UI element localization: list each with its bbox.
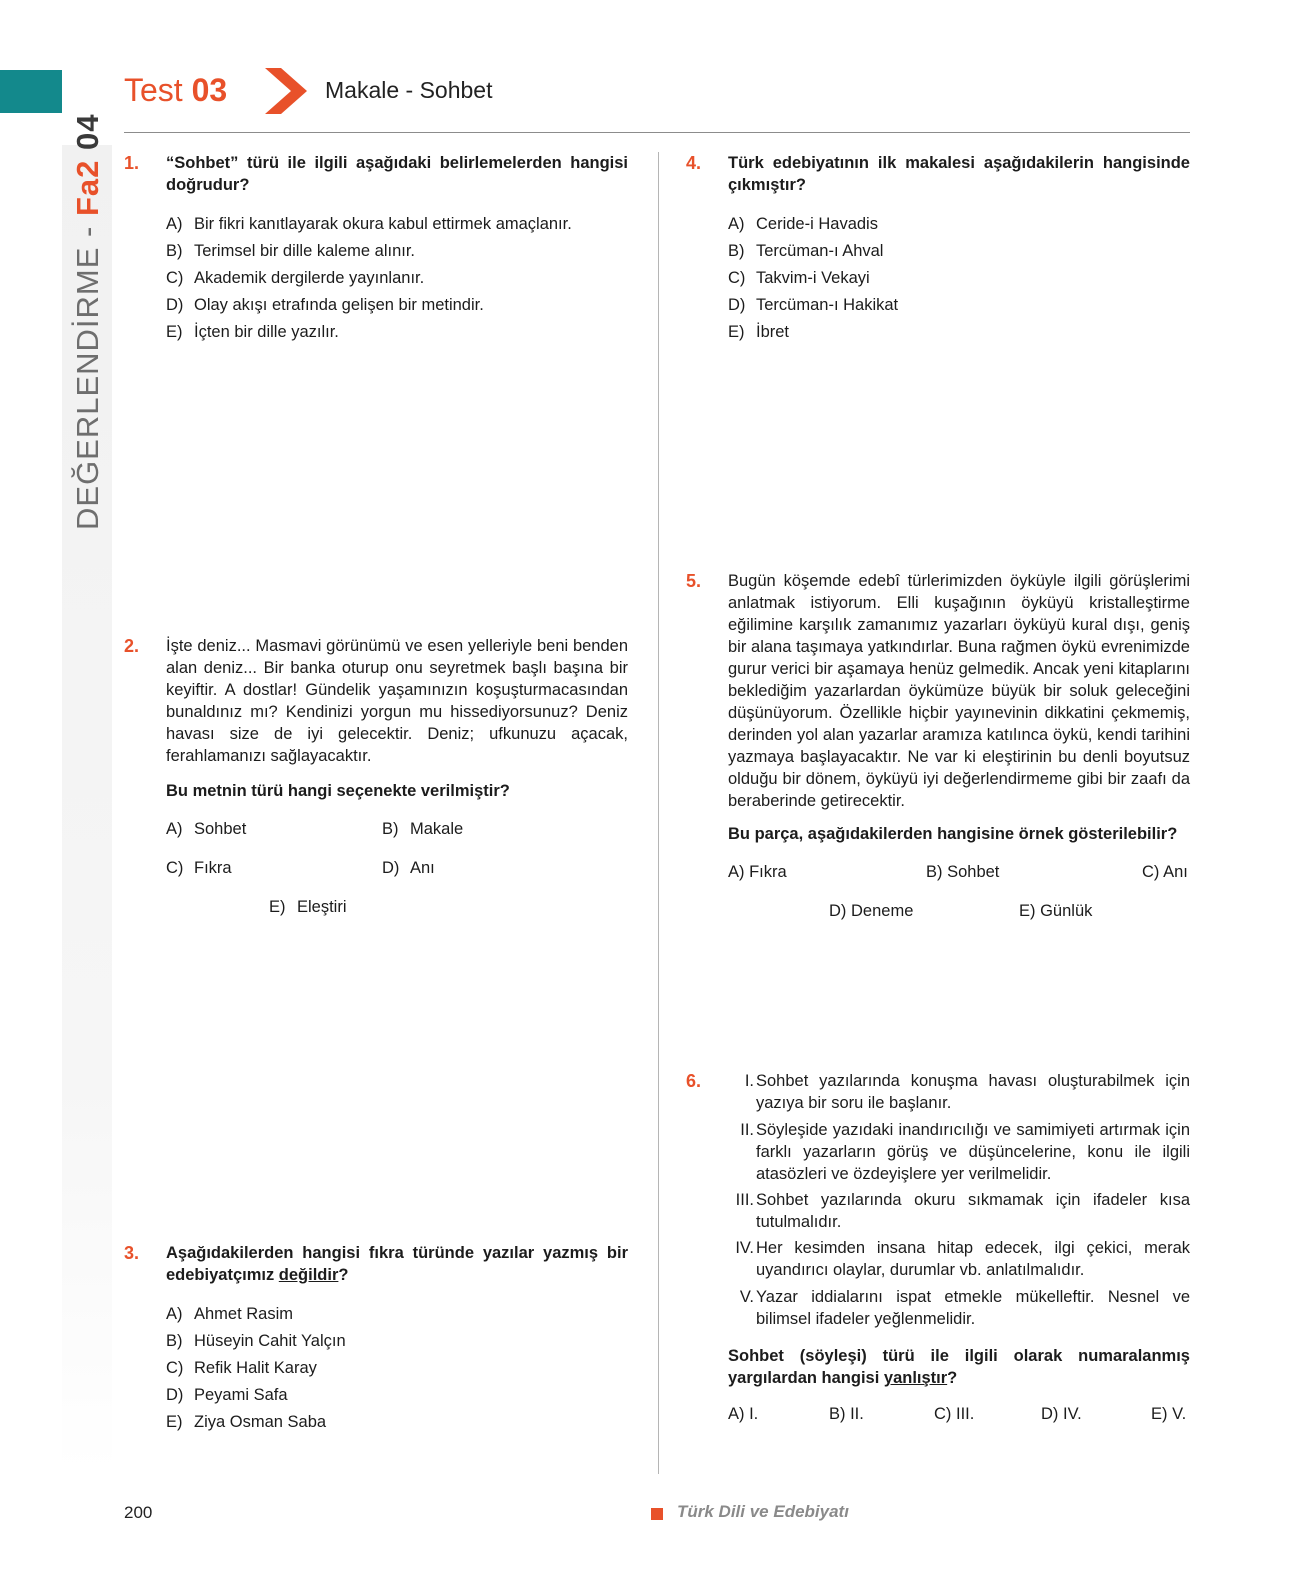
question-number: 1. [124,153,140,173]
option-e[interactable]: E) İçten bir dille yazılır. [166,323,339,341]
question-stem: Türk edebiyatının ilk makalesi aşağıdakilerin hangisinde çıkmıştır? [728,154,1190,194]
question-number: 4. [686,153,702,173]
question-number: 6. [686,1071,702,1091]
option-c[interactable]: C) Anı [1142,863,1188,881]
option-a[interactable]: A) Ceride-i Havadis [728,215,878,233]
side-title-number: 04 [70,113,105,160]
statement-numeral: II. [740,1121,754,1139]
option-c[interactable]: C) Takvim-i Vekayi [728,269,870,287]
option-b[interactable]: B) Terimsel bir dille kaleme alınır. [166,242,415,260]
chevron-right-icon [265,68,307,114]
statement-numeral: I. [744,1072,754,1090]
test-title [124,70,227,110]
question-passage: İşte deniz... Masmavi görünümü ve esen yelleriyle beni benden alan deniz... Bir banka oturup onu seyretmek başlı başına bir keyiftir. A dostlar! Gündelik yaşamınızın koşuşturmacasından bunaldınız mı? Kendinizi yorgun mu hissediyorsunuz? Deniz havası size de iyi gelecektir. Deniz; ufkunuzu açacak, ferahlamanızı sağlayacaktır. [166,637,628,765]
question-prompt: Bu metnin türü hangi seçenekte verilmiştir? [166,782,510,800]
statement-item: Her kesimden insana hitap edecek, ilgi çekici, merak uyandırıcı olaylar, durumlar vb. anlatılmalıdır. [756,1239,1190,1279]
option-b[interactable]: B) II. [829,1405,864,1423]
question-prompt: Sohbet (söyleşi) türü ile ilgili olarak numaralanmış yargılardan hangisi yanlıştır? [728,1347,1190,1387]
test-label: Test [124,72,183,108]
side-title [70,113,106,530]
statement-numeral: V. [739,1288,754,1306]
statement-item: Sohbet yazılarında okuru sıkmamak için ifadeler kısa tutulmalıdır. [756,1191,1190,1231]
header-rule [124,132,1190,133]
statement-item: Yazar iddialarını ispat etmekle mükelleftir. Nesnel ve bilimsel ifadeler yeğlenmelidir. [756,1288,1190,1328]
option-c[interactable]: C) III. [934,1405,975,1423]
statement-numeral: IV. [735,1239,754,1257]
option-b[interactable]: B) Makale [382,820,464,838]
option-e[interactable]: E) Günlük [1019,902,1093,920]
option-d[interactable]: D) Deneme [829,902,914,920]
option-a[interactable]: A) I. [728,1405,759,1423]
question-passage: Bugün köşemde edebî türlerimizden öyküyle ilgili görüşlerimi anlatmak istiyorum. Elli kuşağının öyküyü kristalleştirme eğilimine karşılık zamanımız yazarları öyküyü kural dışı, geniş bir alana taşımaya yatkındırlar. Buna rağmen öykü evrenimizde gurur verici bir aşamaya henüz gelmedik. Ancak yeni kitaplarını beklediğim yazarlardan öykümüze büyük bir soluk geleceğini düşünüyorum. Özellikle hiçbir yayınevinin dikkatini çekmemiş, derinden yol alan yazarlar aramıza katılınca öykü, kendi tarihini yazmaya başlayacaktır. Ne var ki eleştirinin bu denli boyutsuz olduğu bir dönem, öyküyü iyi değerlendirmeme gibi bir zaafı da beraberinde getirecektir. [728,572,1190,810]
option-a[interactable]: A) Ahmet Rasim [166,1305,294,1323]
option-e[interactable]: E) İbret [728,323,790,341]
option-c[interactable]: C) Fıkra [166,859,232,877]
page-number: 200 [124,1503,153,1522]
question-stem: “Sohbet” türü ile ilgili aşağıdaki belirlemelerden hangisi doğrudur? [166,154,628,194]
option-c[interactable]: C) Refik Halit Karay [166,1359,317,1377]
option-a[interactable]: A) Bir fikri kanıtlayarak okura kabul ettirmek amaçlanır. [166,215,572,233]
test-number: 03 [191,72,228,108]
emphasis-underline: değildir [278,1266,339,1284]
question-number: 3. [124,1243,140,1263]
statement-item: Söyleşide yazıdaki inandırıcılığı ve samimiyeti artırmak için farklı yazarların görüş ve düşüncelerine, konu ile ilgili atasözleri ve özdeyişlere yer verilmelidir. [756,1121,1190,1183]
footer-square-icon [651,1508,663,1520]
emphasis-underline: yanlıştır [883,1369,948,1387]
option-b[interactable]: B) Hüseyin Cahit Yalçın [166,1332,346,1350]
option-d[interactable]: D) Peyami Safa [166,1386,288,1404]
option-b[interactable]: B) Tercüman-ı Ahval [728,242,884,260]
statement-item: Sohbet yazılarında konuşma havası oluşturabilmek için yazıya bir soru ile başlanır. [756,1072,1190,1112]
option-d[interactable]: D) Tercüman-ı Hakikat [728,296,899,314]
option-e[interactable]: E) Ziya Osman Saba [166,1413,327,1431]
option-d[interactable]: D) Anı [382,859,435,877]
option-a[interactable]: A) Sohbet [166,820,247,838]
question-stem: Aşağıdakilerden hangisi fıkra türünde yazılar yazmış bir edebiyatçımız değildir? [166,1244,628,1284]
option-e[interactable]: E) Eleştiri [269,898,347,916]
option-c[interactable]: C) Akademik dergilerde yayınlanır. [166,269,425,287]
option-d[interactable]: D) Olay akışı etrafında gelişen bir metindir. [166,296,484,314]
column-divider [658,152,659,1474]
statement-numeral: III. [735,1191,754,1209]
side-title-fasikul: Fa2 [70,159,105,217]
option-d[interactable]: D) IV. [1041,1405,1082,1423]
question-number: 5. [686,571,702,591]
side-title-main: DEĞERLENDİRME - [70,216,105,530]
option-e[interactable]: E) V. [1151,1405,1187,1423]
teal-corner-tab [0,70,62,113]
question-number: 2. [124,636,140,656]
option-a[interactable]: A) Fıkra [728,863,787,881]
question-prompt: Bu parça, aşağıdakilerden hangisine örnek gösterilebilir? [728,825,1178,843]
option-b[interactable]: B) Sohbet [926,863,1000,881]
book-title: Türk Dili ve Edebiyatı [677,1502,849,1521]
topic-title: Makale - Sohbet [325,77,493,103]
